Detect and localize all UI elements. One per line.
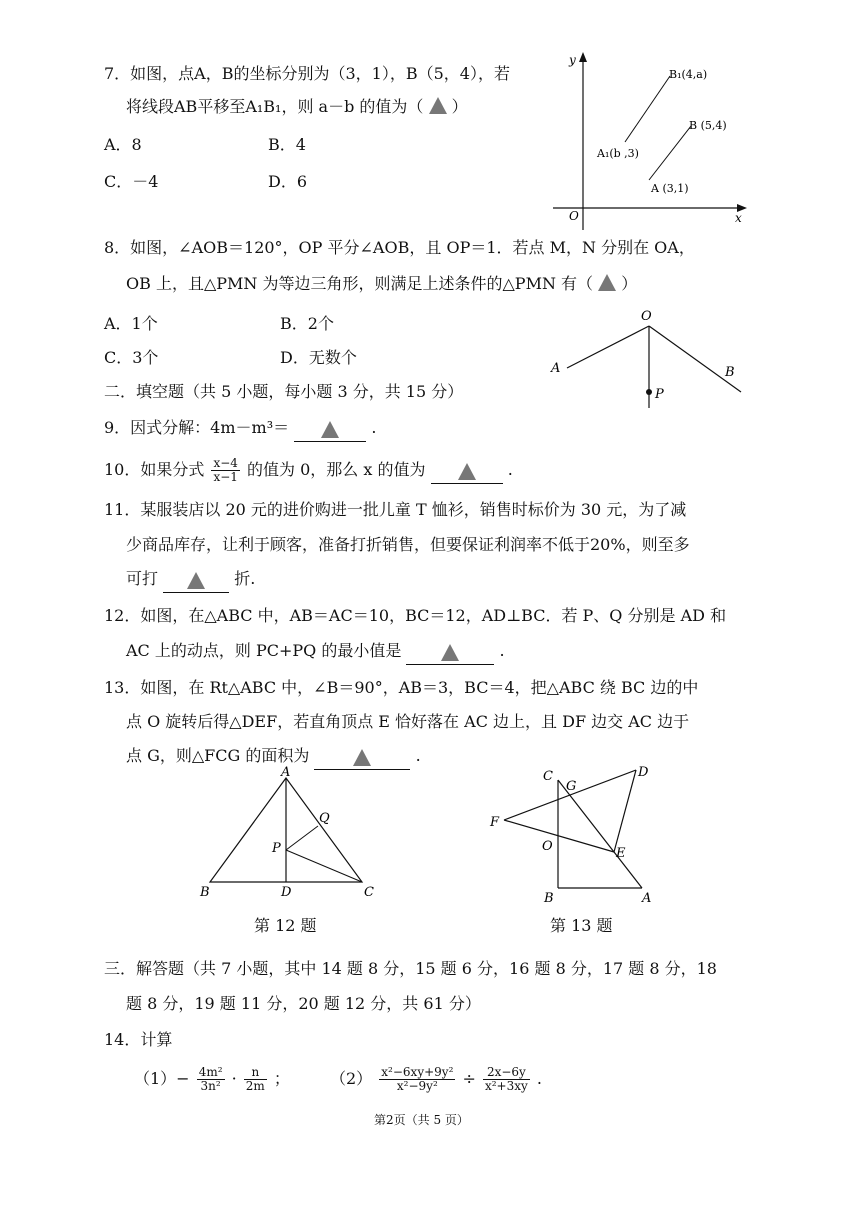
q14-p1-denominator-2: 2m <box>245 1079 265 1093</box>
q13-line1: 13．如图，在 Rt△ABC 中，∠B＝90°，AB＝3，BC＝4，把△ABC 绕 BC 边的中 <box>104 678 699 697</box>
fig13-e-label: E <box>616 846 626 861</box>
q8-option-c: C．3个 <box>104 348 159 367</box>
q14-p1-fraction-2 <box>244 1066 267 1093</box>
q7-option-b: B．4 <box>268 135 306 154</box>
figure-13 <box>480 760 680 910</box>
fig13-f-label: F <box>490 815 500 830</box>
q14-p2-divide: ÷ <box>462 1069 476 1088</box>
q14-p1-numerator-2: n <box>244 1066 267 1080</box>
q14-p2-fraction-1 <box>379 1066 455 1093</box>
q9-text: 9．因式分解：4m－m³＝ <box>104 418 290 437</box>
q14-p2-numerator-2: 2x−6y <box>483 1066 530 1080</box>
section-2-heading: 二．填空题（共 5 小题，每小题 3 分，共 15 分） <box>104 382 464 401</box>
q8-line2-text: OB 上，且△PMN 为等边三角形，则满足上述条件的△PMN 有（ <box>126 274 594 293</box>
figure-13-caption: 第 13 题 <box>550 916 613 935</box>
q10-pre: 10．如果分式 <box>104 460 205 479</box>
q10-numerator: x−4 <box>213 456 238 470</box>
q7-a-label: A (3,1) <box>651 182 689 195</box>
q7-option-c: C．－4 <box>104 172 159 191</box>
q8-line1: 8．如图，∠AOB＝120°，OP 平分∠AOB，且 OP＝1．若点 M，N 分别在 OA， <box>104 238 695 257</box>
q12-end: . <box>499 641 505 660</box>
q13-line3-text: 点 G，则△FCG 的面积为 <box>126 746 310 765</box>
q10-post: 的值为 0，那么 x 的值为 <box>247 460 426 479</box>
q8-option-d: D．无数个 <box>280 348 357 367</box>
q8-b-label: B <box>725 365 735 380</box>
q11-line3 <box>126 569 255 593</box>
answer-triangle-icon <box>187 572 205 589</box>
q11-line2: 少商品库存，让利于顾客，准备打折销售，但要保证利润率不低于20%，则至多 <box>126 535 690 554</box>
q14-p1-end: ； <box>273 1069 290 1088</box>
fig12-p-label: P <box>272 841 281 856</box>
q7-line2-close: ） <box>451 97 468 116</box>
q7-option-d: D．6 <box>268 172 308 191</box>
q11-answer-blank <box>163 572 229 593</box>
q14-p2-end: . <box>536 1069 542 1088</box>
q13-line2: 点 O 旋转后得△DEF，若直角顶点 E 恰好落在 AC 边上，且 DF 边交 AC 边于 <box>126 712 690 731</box>
q14-p1-numerator-1: 4m² <box>198 1065 223 1079</box>
q12-line2-text: AC 上的动点，则 PC+PQ 的最小值是 <box>126 641 402 660</box>
fig13-d-label: D <box>638 765 649 780</box>
q7-option-a: A．8 <box>104 135 142 154</box>
answer-triangle-icon <box>598 274 616 291</box>
q8-option-b: B．2个 <box>280 314 334 333</box>
q8-line2 <box>126 274 637 294</box>
q8-option-a: A．1个 <box>104 314 158 333</box>
q7-y-label: y <box>569 53 576 67</box>
q14-p2-denominator-2: x²+3xy <box>484 1079 528 1093</box>
q14-p1-label: （1）− <box>134 1069 190 1088</box>
q14-part-2 <box>330 1064 542 1094</box>
q7-line1: 7．如图，点A，B的坐标分别为（3，1），B（5，4），若 <box>104 64 510 83</box>
q7-coordinate-figure <box>545 48 755 236</box>
q8-a-label: A <box>551 361 561 376</box>
q14-p1-dot: · <box>231 1069 237 1088</box>
q7-x-label: x <box>735 211 742 225</box>
q14-p1-denominator-1: 3n² <box>200 1079 221 1093</box>
answer-triangle-icon <box>441 644 459 661</box>
fig12-c-label: C <box>364 885 374 900</box>
q14-p2-denominator-1: x²−9y² <box>396 1079 438 1093</box>
q12-line2 <box>126 641 505 665</box>
q7-b-label: B (5,4) <box>689 119 727 132</box>
fig13-b-label: B <box>544 891 554 906</box>
fig12-q-label: Q <box>319 811 330 826</box>
section-3-heading-line1: 三．解答题（共 7 小题，其中 14 题 8 分，15 题 6 分，16 题 8 分，17 题 8 分，18 <box>104 959 717 978</box>
q8-p-label: P <box>655 387 664 402</box>
fig13-g-label: G <box>566 779 577 794</box>
q11-line3-pre: 可打 <box>126 569 159 588</box>
q10-fraction <box>211 457 239 484</box>
q10-line <box>104 457 513 484</box>
q14-part-1 <box>134 1064 290 1094</box>
q7-origin-label: O <box>569 209 579 223</box>
q10-end: . <box>507 460 513 479</box>
figure-12-caption: 第 12 题 <box>254 916 317 935</box>
fig12-b-label: B <box>200 885 210 900</box>
q14-p2-numerator-1: x²−6xy+9y² <box>381 1065 454 1079</box>
q7-a1-label: A₁(b ,3) <box>597 147 639 160</box>
fig13-a-label: A <box>642 891 652 906</box>
q12-answer-blank <box>406 644 494 665</box>
q14-p1-fraction-1 <box>197 1066 225 1093</box>
q13-end: . <box>415 746 421 765</box>
answer-triangle-icon <box>429 97 447 114</box>
q9-line <box>104 418 376 442</box>
answer-triangle-icon <box>458 463 476 480</box>
q7-line2 <box>126 97 468 117</box>
fig13-o-label: O <box>542 839 553 854</box>
section-3-heading-line2: 题 8 分，19 题 11 分，20 题 12 分，共 61 分） <box>126 994 481 1013</box>
q14-p2-fraction-2 <box>483 1066 530 1093</box>
q8-line2-close: ） <box>621 274 638 293</box>
q8-o-label: O <box>641 309 652 324</box>
q10-answer-blank <box>431 463 503 484</box>
q12-line1: 12．如图，在△ABC 中，AB＝AC＝10，BC＝12，AD⊥BC．若 P、Q 分别是 AD 和 <box>104 606 727 625</box>
q14-p2-label: （2） <box>330 1069 373 1088</box>
figure-12 <box>192 764 392 914</box>
q11-line1: 11．某服装店以 20 元的进价购进一批儿童 T 恤衫，销售时标价为 30 元，为了减 <box>104 500 687 519</box>
fig12-a-label: A <box>281 765 291 780</box>
q7-b1-label: B₁(4,a) <box>669 68 708 81</box>
q11-line3-post: 折. <box>234 569 256 588</box>
q9-answer-blank <box>294 421 366 442</box>
q8-angle-figure <box>545 300 755 412</box>
answer-triangle-icon <box>321 421 339 438</box>
q14-title: 14．计算 <box>104 1030 173 1049</box>
fig12-d-label: D <box>281 885 292 900</box>
q9-end: . <box>371 418 377 437</box>
q7-line2-text: 将线段AB平移至A₁B₁，则 a－b 的值为（ <box>126 97 424 116</box>
q10-denominator: x−1 <box>213 470 238 484</box>
page-footer: 第2页（共 5 页） <box>374 1113 469 1127</box>
fig13-c-label: C <box>543 769 553 784</box>
